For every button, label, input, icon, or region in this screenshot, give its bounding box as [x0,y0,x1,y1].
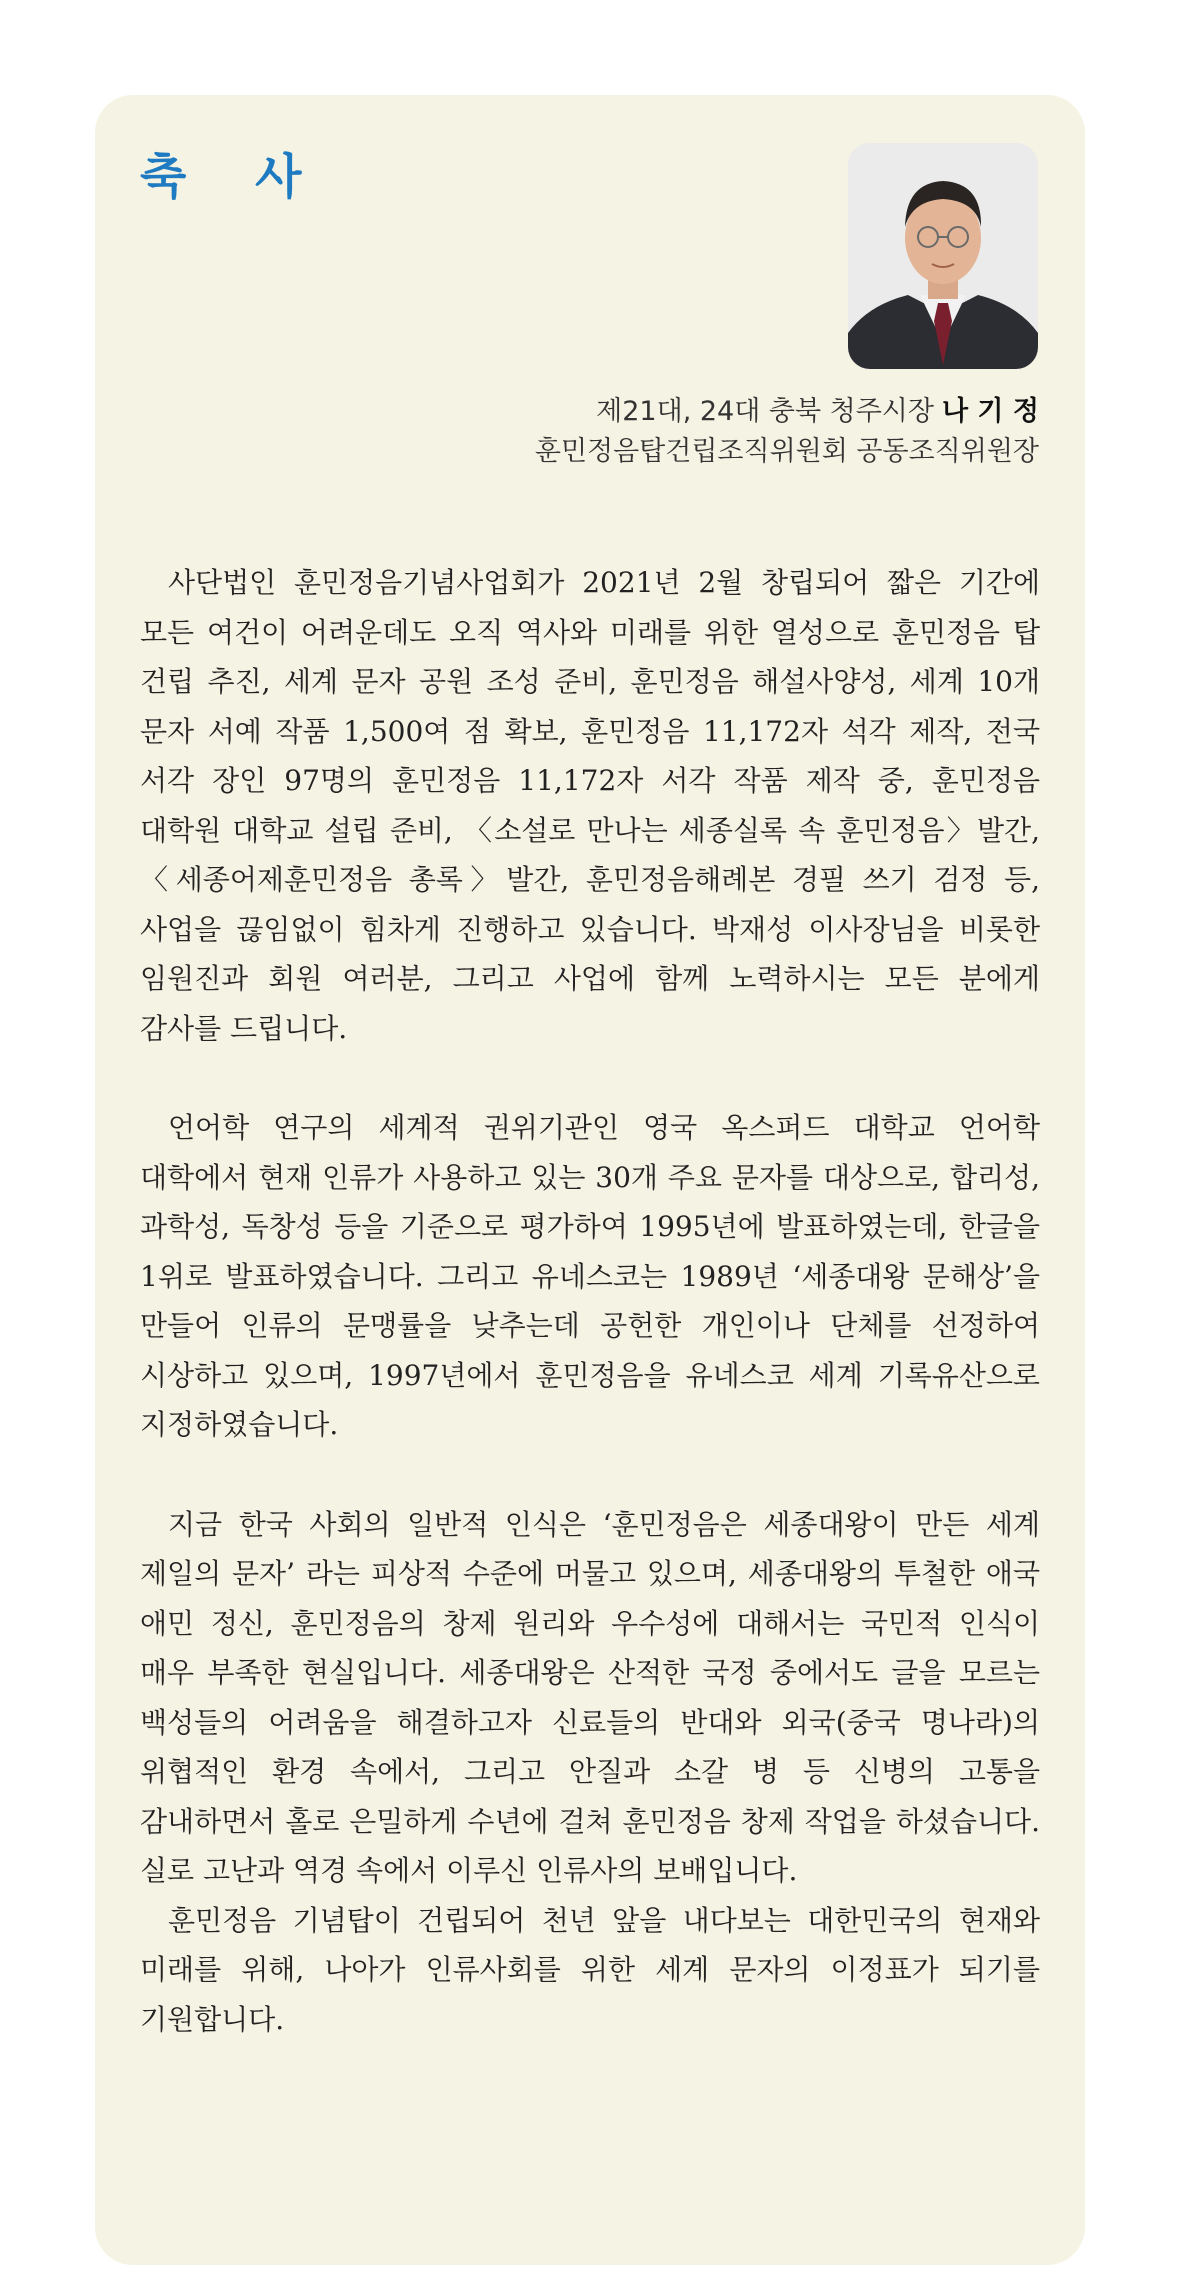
paragraph-3: 지금 한국 사회의 일반적 인식은 ‘훈민정음은 세종대왕이 만든 세계 제일의 문자’ 라는 피상적 수준에 머물고 있으며, 세종대왕의 투철한 애국 애민 정신, 훈민정음의 창제 원리와 우수성에 대해서는 국민적 인식이 매우 부족한 현실입니다. 세종대왕은 산적한 국정 중에서도 글을 모르는 백성들의 어려움을 해결하고자 신료들의 반대와 외국(중국 명나라)의 위협적인 환경 속에서, 그리고 안질과 소갈 병 등 신병의 고통을 감내하면서 홀로 은밀하게 수년에 걸쳐 훈민정음 창제 작업을 하셨습니다. 실로 고난과 역경 속에서 이루신 인류사의 보배입니다. [140,1507,1040,1887]
author-byline [535,392,1039,472]
author-title-line [535,392,1039,432]
paragraph-1: 사단법인 훈민정음기념사업회가 2021년 2월 창립되어 짧은 기간에 모든 여건이 어려운데도 오직 역사와 미래를 위한 열성으로 훈민정음 탑 건립 추진, 세계 문자 공원 조성 준비, 훈민정음 해설사양성, 세계 10개 문자 서예 작품 1,500여 점 확보, 훈민정음 11,172자 석각 제작, 전국 서각 장인 97명의 훈민정음 11,172자 서각 작품 제작 중, 훈민정음 대학원 대학교 설립 준비, 〈소설로 만나는 세종실록 속 훈민정음〉발간, 〈세종어제훈민정음 총록〉발간, 훈민정음해례본 경필 쓰기 검정 등, 사업을 끊임없이 힘차게 진행하고 있습니다. 박재성 이사장님을 비롯한 임원진과 회원 여러분, 그리고 사업에 함께 노력하시는 모든 분에게 감사를 드립니다. [140,566,1040,1045]
letter-body [140,558,1040,2044]
author-position: 제21대, 24대 충북 청주시장 [596,396,934,427]
author-portrait-image [848,143,1038,369]
author-name: 나 기 정 [941,396,1039,427]
portrait-illustration [848,143,1038,369]
author-role: 훈민정음탑건립조직위원회 공동조직위원장 [534,436,1039,467]
paragraph-2: 언어학 연구의 세계적 권위기관인 영국 옥스퍼드 대학교 언어학 대학에서 현재 인류가 사용하고 있는 30개 주요 문자를 대상으로, 합리성, 과학성, 독창성 등을 기준으로 평가하여 1995년에 발표하였는데, 한글을 1위로 발표하였습니다. 그리고 유네스코는 1989년 ‘세종대왕 문해상’을 만들어 인류의 문맹률을 낮추는데 공헌한 개인이나 단체를 선정하여 시상하고 있으며, 1997년에서 훈민정음을 유네스코 세계 기록유산으로 지정하였습니다. [140,1111,1040,1441]
page-title: 축 사 [140,149,328,205]
paragraph-4: 훈민정음 기념탑이 건립되어 천년 앞을 내다보는 대한민국의 현재와 미래를 위해, 나아가 인류사회를 위한 세계 문자의 이정표가 되기를 기원합니다. [140,1903,1040,2036]
